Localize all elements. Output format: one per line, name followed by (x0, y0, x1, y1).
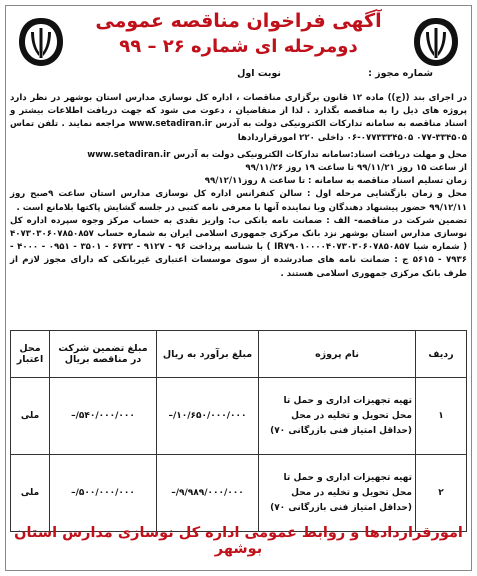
emblem-logo-right (407, 14, 465, 70)
header-guarantee: مبلغ تضمین شرکت در مناقصه بریال (50, 331, 157, 378)
submission-deadline: زمان تسلیم اسناد مناقصه به سامانه : تا ساعت ۸ روز۹۹/۱۲/۱۱ (204, 176, 467, 187)
permit-number-label: شماره مجوز : (368, 68, 433, 79)
turn-label: نوبت اول (237, 68, 281, 79)
announcement-body (10, 92, 467, 281)
intro-paragraph: در اجرای بند ((ج)) ماده ۱۲ قانون برگزاری مناقصات ، اداره کل نوسازی مدارس استان بوشهر در نظر دارد پروژه های ذیل را به مناقصه بگذارد . لذا از متقاضیان ، دعوت می شود که جهت دریافت اطلاعات بیشتر و اسناد مناقصه به سامانه تدارکات الکترونیکی دولت به آدرس www.setadiran.ir مراجعه نمایند . تلفن تماس ۳۳۴۵۰۵-۰۷۷ ۰۷۷۳۳۳۴۵۰۵-۰۶ داخلی ۲۲۰ امورقراردادها (10, 93, 468, 143)
project-name: تهیه تجهیزات اداری و حمل تا محل تحویل و تخلیه در محل (حداقل امتیاز فنی بازرگانی ۷۰) (259, 455, 416, 532)
row-number: ۲ (416, 455, 467, 532)
document-receipt-time: از ساعت ۱۵ روز ۹۹/۱۱/۲۱ تا ساعت ۱۹ روز ۹۹/۱۱/۲۶ (245, 163, 467, 174)
table-row (11, 455, 467, 532)
project-name: تهیه تجهیزات اداری و حمل تا محل تحویل و تخلیه در محل (حداقل امتیاز فنی بازرگانی ۷۰) (259, 378, 416, 455)
projects-table (10, 330, 467, 532)
header-project-name: نام پروژه (259, 331, 416, 378)
header-estimate: مبلغ برآورد به ریال (157, 331, 259, 378)
estimate-amount: ۱۰/۶۵۰/۰۰۰/۰۰۰/– (157, 378, 259, 455)
estimate-amount: ۹/۹۸۹/۰۰۰/۰۰۰/– (157, 455, 259, 532)
footer-signature: امورقراردادها و روابط عمومی اداره کل نوسازی مدارس استان بوشهر (14, 525, 463, 557)
title-line-1: آگهی فراخوان مناقصه عمومی (95, 10, 382, 32)
header-row-number: ردیف (416, 331, 467, 378)
guarantee-amount: ۵۰۰/۰۰۰/۰۰۰/– (50, 455, 157, 532)
guarantee-amount: ۵۴۰/۰۰۰/۰۰۰/– (50, 378, 157, 455)
guarantee-paragraph: تضمین شرکت در مناقصه- الف : ضمانت نامه بانکی ب: واریز نقدی به حساب مرکز وجوه سپرده اداره کل نوسازی مدارس استان بوشهر نزد بانک مرکزی جمهوری اسلامی ایران به شماره حساب ۴۰۷۳۰۳۰۶۰۷۸۵۰۸۵۷ ( شماره شبا IR۷۹۰۱۰۰۰۰۴۰۷۳۰۳۰۶۰۷۸۵۰۸۵۷ ) با شناسه پرداخت ۹۶ - ۹۱۲۷ - ۶۷۳۲ - ۳۵۰۱ - ۰۹۵۱ - ۴۰۰۰ - ۷۹۳۶ - ۵۶۱۵ ج : ضمانت نامه های صادرشده از سوی موسسات اعتباری غیربانکی که دارای مجوز لازم از طرف بانک مرکزی جمهوری اسلامی هستند . (10, 215, 468, 279)
credit-source: ملی (11, 378, 50, 455)
emblem-logo-left (12, 14, 70, 70)
credit-source: ملی (11, 455, 50, 532)
header-credit-source: محل اعتبار (11, 331, 50, 378)
emblem-icon (410, 14, 462, 70)
table-row (11, 378, 467, 455)
table-header-row (11, 331, 467, 378)
opening-paragraph: محل و زمان بازگشایی مرحله اول : سالن کنفرانس اداره کل نوسازی مدارس استان ساعت ۹صبح روز ۹۹/۱۲/۱۱ حضور پیشنهاد دهندگان ویا نماینده آنها با معرفی نامه کتبی در جلسه گشایش پاکتها بلامانع است . (10, 189, 467, 213)
row-number: ۱ (416, 378, 467, 455)
emblem-icon (15, 14, 67, 70)
document-receipt-paragraph: محل و مهلت دریافت اسناد:سامانه تدارکات الکترونیکی دولت به آدرس www.setadiran.ir (87, 149, 467, 160)
title-line-2: دومرحله ای شماره ۲۶ – ۹۹ (119, 36, 358, 57)
page-title (80, 8, 397, 60)
